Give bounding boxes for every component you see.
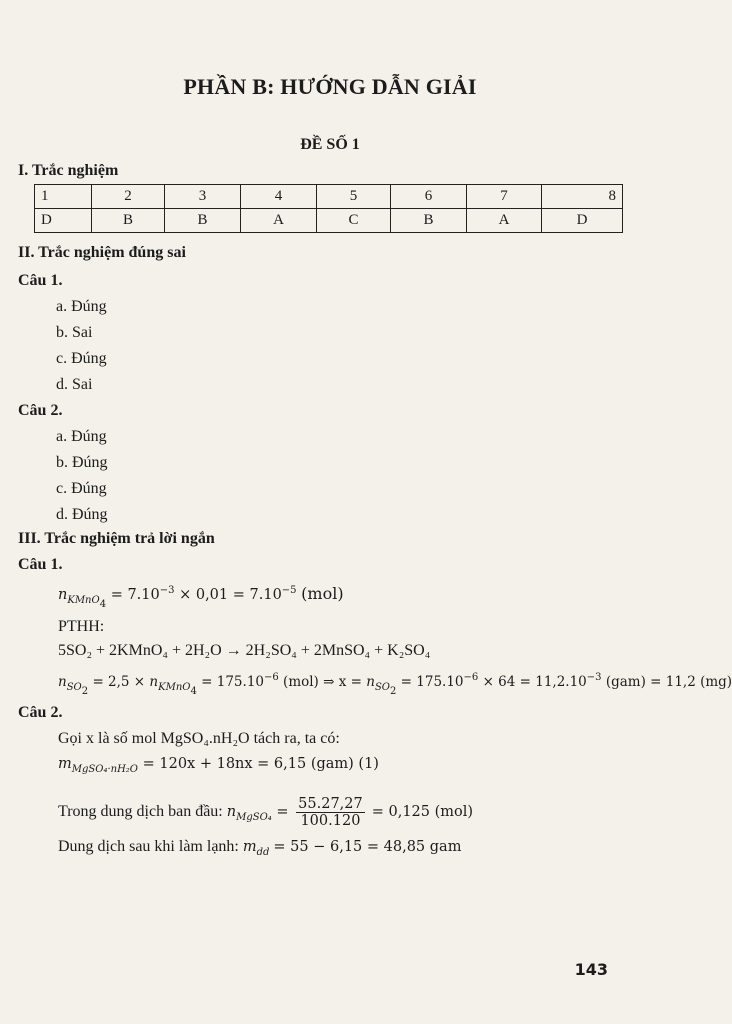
equation-initial-solution: Trong dung dịch ban đầu: $n_{MgSO_4}$ = $\frac{55.27,27}{100.120}$ = 0,125 (mol) <box>58 796 474 829</box>
table-cell: 7 <box>467 185 542 209</box>
table-cell: D <box>542 209 623 233</box>
list-item: d. Đúng <box>56 506 108 523</box>
list-item: b. Đúng <box>56 454 108 471</box>
pthh-label: PTHH: <box>58 618 105 635</box>
section3-cau1-label: Câu 1. <box>18 556 63 573</box>
table-cell: 1 <box>35 185 92 209</box>
table-cell: B <box>92 209 165 233</box>
table-cell: B <box>391 209 467 233</box>
page-title: PHẦN B: HƯỚNG DẪN GIẢI <box>183 74 477 99</box>
table-cell: A <box>241 209 317 233</box>
table-cell: 6 <box>391 185 467 209</box>
exam-subtitle: ĐỀ SỐ 1 <box>300 136 360 153</box>
answer-table <box>34 184 623 233</box>
section2-heading: II. Trắc nghiệm đúng sai <box>18 244 186 261</box>
table-cell: 8 <box>542 185 623 209</box>
equation-after-cooling: Dung dịch sau khi làm lạnh: $m_{dd} = 55 - 6,15 = 48,85$ gam <box>58 838 462 858</box>
section3-heading: III. Trắc nghiệm trả lời ngắn <box>18 530 215 547</box>
initial-solution-result: = 0,125 (mol) <box>371 804 474 821</box>
table-cell: C <box>317 209 391 233</box>
table-cell: B <box>165 209 241 233</box>
table-cell: 4 <box>241 185 317 209</box>
section2-cau1-label: Câu 1. <box>18 272 63 289</box>
section2-cau2-label: Câu 2. <box>18 402 63 419</box>
table-cell: 2 <box>92 185 165 209</box>
cau2-intro: Gọi x là số mol MgSO₄.nH₂O tách ra, ta có: <box>58 730 340 747</box>
answer-table-number-row <box>35 185 623 209</box>
list-item: c. Đúng <box>56 480 107 497</box>
table-cell: A <box>467 209 542 233</box>
list-item: a. Đúng <box>56 428 107 445</box>
equation-m-mgso4: $m_{MgSO_4\cdot nH_2O} = 120x + 18nx = 6,15$ (gam) (1) <box>58 756 379 775</box>
section3-cau2-label: Câu 2. <box>18 704 63 721</box>
table-cell: 3 <box>165 185 241 209</box>
page-number: 143 <box>574 960 608 979</box>
table-cell: D <box>35 209 92 233</box>
table-cell: 5 <box>317 185 391 209</box>
list-item: a. Đúng <box>56 298 107 315</box>
answer-table-answer-row <box>35 209 623 233</box>
equation-n-so2: $n_{SO_2} = 2,5 \times n_{KMnO_4} = 175.10^{-6}$ (mol) ⇒ $x = n_{SO_2} = 175.10^{-6} \times 64 = 11,2.10^{-3}$ (gam) = 11,2 (mg) <box>58 672 732 697</box>
list-item: d. Sai <box>56 376 93 393</box>
list-item: c. Đúng <box>56 350 107 367</box>
reaction-equation: 5SO₂ + 2KMnO₄ + 2H₂O → 2H₂SO₄ + 2MnSO₄ + K₂SO₄ <box>58 642 431 659</box>
section1-heading: I. Trắc nghiệm <box>18 162 119 179</box>
equation-n-kmno4: $n_{KMnO_4} = 7.10^{-3} \times 0,01 = 7.10^{-5}$ (mol) <box>58 584 344 610</box>
list-item: b. Sai <box>56 324 93 341</box>
